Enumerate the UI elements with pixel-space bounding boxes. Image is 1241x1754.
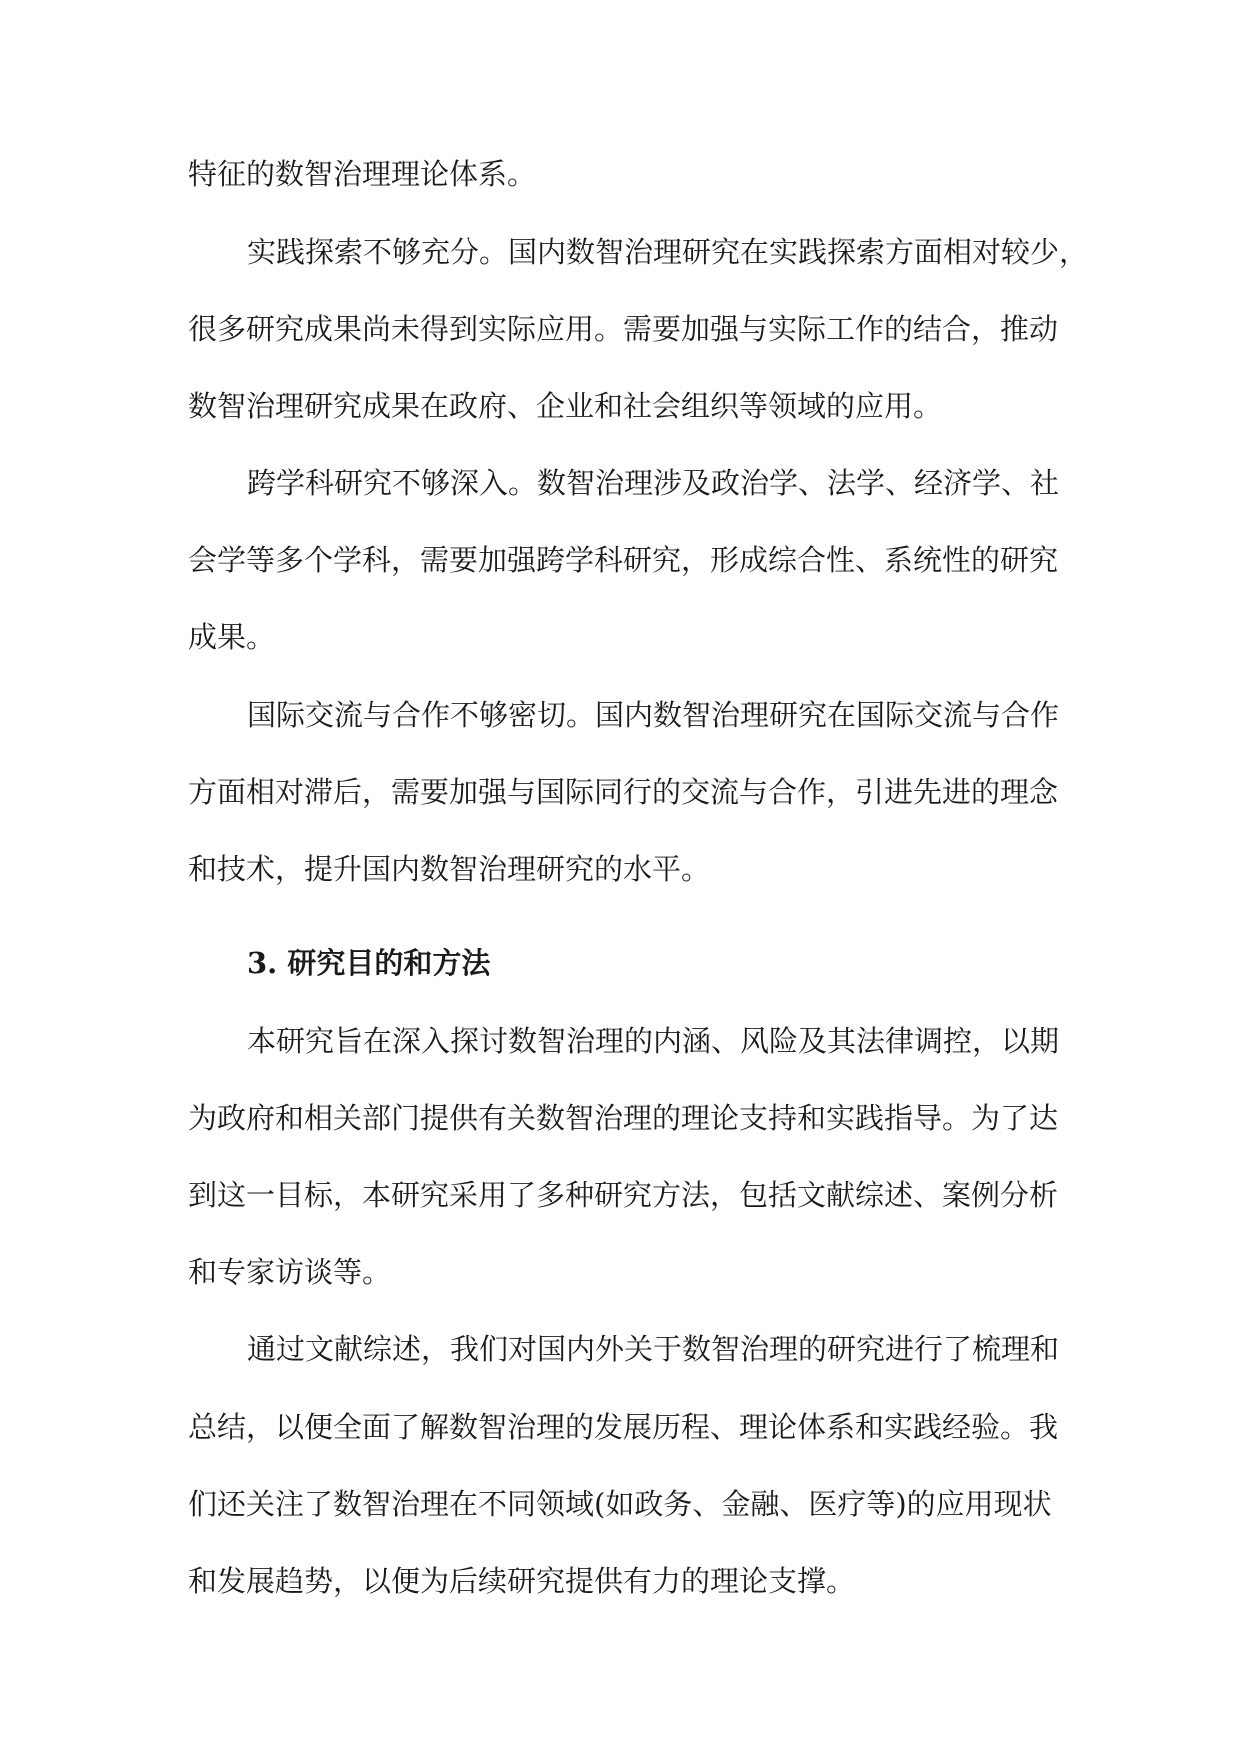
text-line: 方面相对滞后，需要加强与国际同行的交流与合作，引进先进的理念 — [188, 775, 1059, 809]
text-line: 通过文献综述，我们对国内外关于数智治理的研究进行了梳理和 — [247, 1332, 1060, 1366]
text-line: 们还关注了数智治理在不同领域(如政务、金融、医疗等)的应用现状 — [188, 1487, 1052, 1521]
text-line: 数智治理研究成果在政府、企业和社会组织等领域的应用。 — [188, 389, 943, 423]
section-heading: 3. 研究目的和方法 — [247, 946, 491, 980]
text-line: 国际交流与合作不够密切。国内数智治理研究在国际交流与合作 — [247, 698, 1060, 732]
text-line: 和发展趋势，以便为后续研究提供有力的理论支撑。 — [188, 1564, 856, 1598]
text-line: 会学等多个学科，需要加强跨学科研究，形成综合性、系统性的研究 — [188, 543, 1059, 577]
text-line: 成果。 — [188, 620, 276, 654]
text-line: 和技术，提升国内数智治理研究的水平。 — [188, 852, 711, 886]
text-line: 和专家访谈等。 — [188, 1255, 392, 1289]
text-line: 到这一目标，本研究采用了多种研究方法，包括文献综述、案例分析 — [188, 1178, 1059, 1212]
text-line: 总结，以便全面了解数智治理的发展历程、理论体系和实践经验。我 — [188, 1410, 1059, 1444]
text-line: 本研究旨在深入探讨数智治理的内涵、风险及其法律调控，以期 — [247, 1024, 1060, 1058]
text-line: 特征的数智治理理论体系。 — [188, 157, 537, 191]
text-line: 很多研究成果尚未得到实际应用。需要加强与实际工作的结合，推动 — [188, 312, 1059, 346]
text-line: 跨学科研究不够深入。数智治理涉及政治学、法学、经济学、社 — [247, 466, 1060, 500]
text-line: 实践探索不够充分。国内数智治理研究在实践探索方面相对较少， — [247, 235, 1089, 269]
text-line: 为政府和相关部门提供有关数智治理的理论支持和实践指导。为了达 — [188, 1101, 1059, 1135]
